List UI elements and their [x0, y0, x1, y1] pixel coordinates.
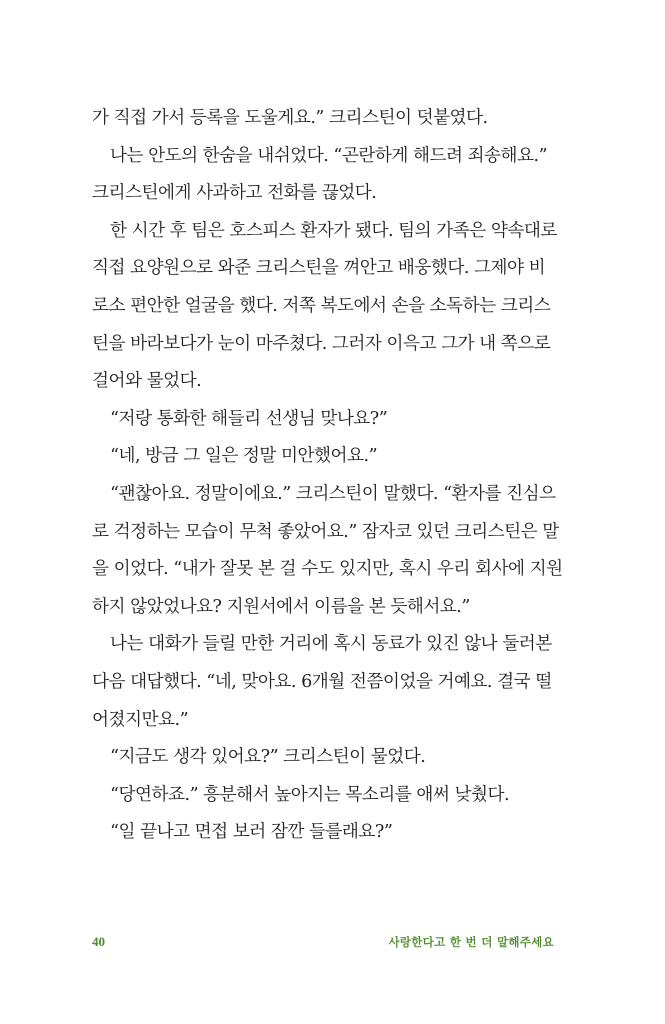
- text-line: [92, 551, 563, 589]
- text-line: [92, 138, 554, 176]
- line-text: “네, 방금 그 일은 정말 미안했어요.”: [110, 446, 378, 467]
- text-line: [92, 175, 554, 213]
- line-text: 을 이었다. “내가 잘못 본 걸 수도 있지만, 혹시 우리 회사에 지원: [92, 559, 563, 580]
- line-text: “당연하죠.” 흥분해서 높아지는 목소리를 애써 낮췄다.: [110, 784, 510, 805]
- text-line: [92, 288, 554, 326]
- text-line: [92, 777, 554, 815]
- page-number: 40: [92, 934, 105, 949]
- text-line: [92, 814, 554, 852]
- line-text: 나는 대화가 들릴 만한 거리에 혹시 동료가 있진 않나 둘러본: [110, 634, 552, 655]
- line-text: 한 시간 후 팀은 호스피스 환자가 됐다. 팀의 가족은 약속대로: [110, 220, 557, 241]
- line-text: 틴을 바라보다가 눈이 마주쳤다. 그러자 이윽고 그가 내 쪽으로: [92, 333, 551, 354]
- line-text: 걸어와 물었다.: [92, 371, 202, 392]
- text-line: [92, 739, 554, 777]
- line-text: 다음 대답했다. “네, 맞아요. 6개월 전쯤이었을 거예요. 결국 떨: [92, 671, 552, 692]
- page-footer: [92, 930, 554, 954]
- line-text: 나는 안도의 한숨을 내쉬었다. “곤란하게 해드려 죄송해요.”: [110, 145, 548, 166]
- line-text: “일 끝나고 면접 보러 잠깐 들를래요?”: [110, 822, 393, 843]
- text-line: [92, 514, 559, 552]
- line-text: 크리스틴에게 사과하고 전화를 끊었다.: [92, 183, 377, 204]
- body-text: [92, 100, 563, 852]
- text-line: [92, 250, 554, 288]
- text-line: [92, 476, 554, 514]
- text-line: [92, 401, 554, 439]
- text-line: [92, 626, 554, 664]
- text-line: [92, 438, 554, 476]
- line-text: “지금도 생각 있어요?” 크리스틴이 물었다.: [110, 747, 426, 768]
- line-text: 어졌지만요.”: [92, 709, 189, 730]
- text-line: [92, 326, 554, 364]
- line-text: 직접 요양원으로 와준 크리스틴을 껴안고 배웅했다. 그제야 비: [92, 258, 546, 279]
- line-text: “저랑 통화한 해들리 선생님 맞나요?”: [110, 408, 388, 429]
- text-line: [92, 213, 557, 251]
- line-text: “괜찮아요. 정말이에요.” 크리스틴이 말했다. “환자를 진심으: [110, 483, 556, 504]
- text-line: [92, 664, 554, 702]
- line-text: 하지 않았었나요? 지원서에서 이름을 본 듯해서요.”: [92, 596, 470, 617]
- running-title: 사랑한다고 한 번 더 말해주세요: [388, 935, 554, 949]
- text-line: [92, 363, 554, 401]
- line-text: 가 직접 가서 등록을 도울게요.” 크리스틴이 덧붙였다.: [92, 108, 488, 128]
- line-text: 로 걱정하는 모습이 무척 좋았어요.” 잠자코 있던 크리스틴은 말: [92, 521, 559, 542]
- text-line: [92, 702, 554, 740]
- text-line: [92, 100, 554, 138]
- text-line: [92, 589, 554, 627]
- line-text: 로소 편안한 얼굴을 했다. 저쪽 복도에서 손을 소독하는 크리스: [92, 295, 551, 316]
